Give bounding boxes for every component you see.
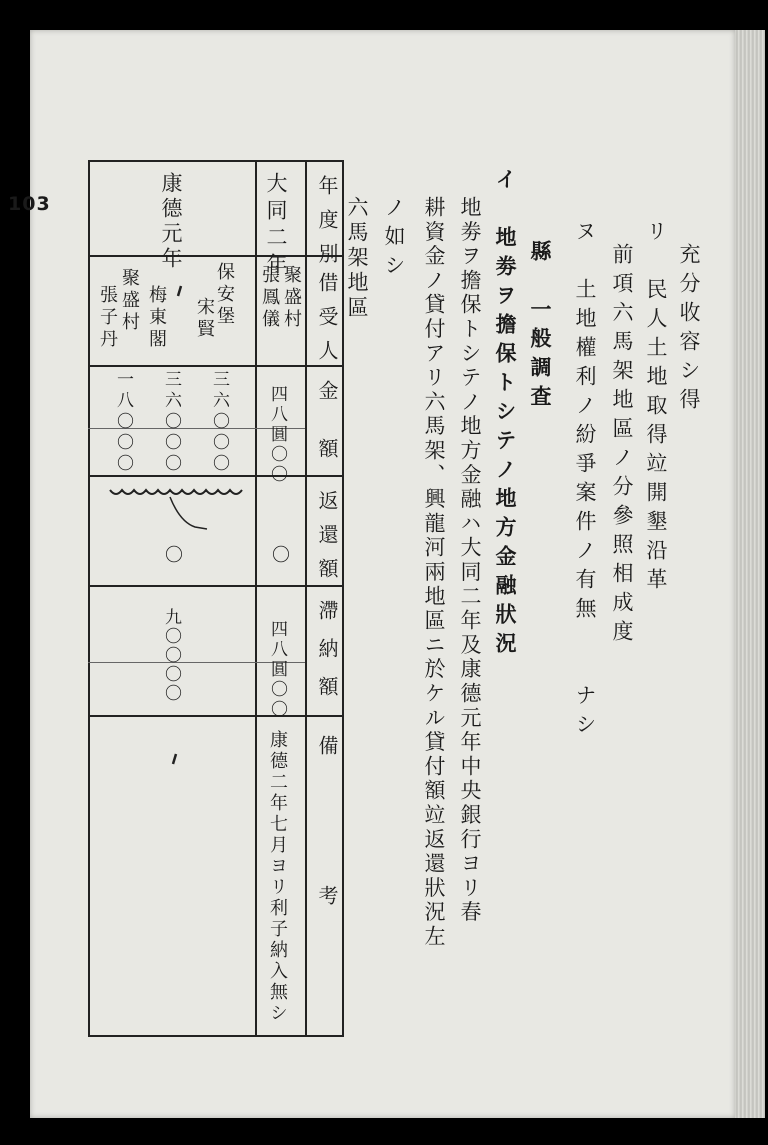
header-repaid: 返還額 (315, 490, 339, 592)
text-column-1: 充分收容シ得 (677, 243, 701, 417)
text-column-7: 地劵ヲ擔保トシテノ地方金融ハ大同二年及康德元年中央銀行ヨリ春 (458, 196, 482, 925)
row2-repaid: 〇 (162, 545, 183, 567)
text-column-3: 前項六馬架地區ノ分參照相成度 (610, 243, 634, 649)
row2-amount-2: 三六〇〇〇 (161, 370, 181, 475)
row1-borrower-name: 張鳳儀 (259, 265, 280, 331)
row2-borrower-village-1: 保安堡 (214, 262, 235, 328)
row2-borrower-village-2: 聚盛村 (119, 268, 140, 334)
header-year: 年度別 (315, 175, 339, 277)
row2-borrower-name-3: 張子丹 (97, 285, 118, 351)
header-overdue: 滯納額 (315, 600, 339, 714)
text-column-2: リ 民人土地取得竝開墾沿革 (644, 220, 668, 597)
row2-overdue: 九〇〇〇〇 (161, 608, 181, 703)
text-column-8: 耕資金ノ貸付アリ六馬架、興龍河兩地區ニ於ケル貸付額竝返還狀況左 (422, 196, 446, 950)
row1-year: 大同二年 (264, 172, 288, 280)
text-column-9: ノ如シ (382, 196, 406, 283)
row1-remarks: 康德二年七月ヨリ利子納入無シ (267, 730, 288, 1024)
text-column-4: ヌ 土地權利ノ紛爭案件ノ有無 ナシ (573, 220, 597, 742)
ink-mark (175, 284, 185, 298)
row1-borrower-village: 聚盛村 (281, 265, 302, 331)
region-title: 六馬架地區 (345, 196, 369, 321)
row2-borrower-name-1: 宋賢 (194, 297, 215, 341)
row1-overdue: 四八圓〇〇 (267, 620, 287, 720)
row2-amount-1: 三六〇〇〇 (209, 370, 229, 475)
page-number: 103 (8, 193, 51, 215)
row1-amount: 四八圓〇〇 (267, 385, 287, 485)
section-heading: 縣 一般調査 (528, 240, 553, 414)
header-remarks: 備考 (315, 735, 339, 1035)
header-borrower: 借受人 (315, 272, 339, 374)
ink-mark-2 (170, 752, 180, 766)
page-edge (735, 30, 765, 1118)
row2-borrower-name-2: 梅東閣 (146, 285, 167, 351)
brace-mark (105, 482, 245, 542)
header-amount: 金額 (315, 380, 339, 496)
row2-year: 康德元年 (159, 172, 183, 272)
row2-amount-3: 一八〇〇〇 (113, 370, 133, 475)
subsection-heading: イ 地劵ヲ擔保トシテノ地方金融狀況 (493, 168, 518, 661)
row1-repaid: 〇 (269, 545, 290, 567)
